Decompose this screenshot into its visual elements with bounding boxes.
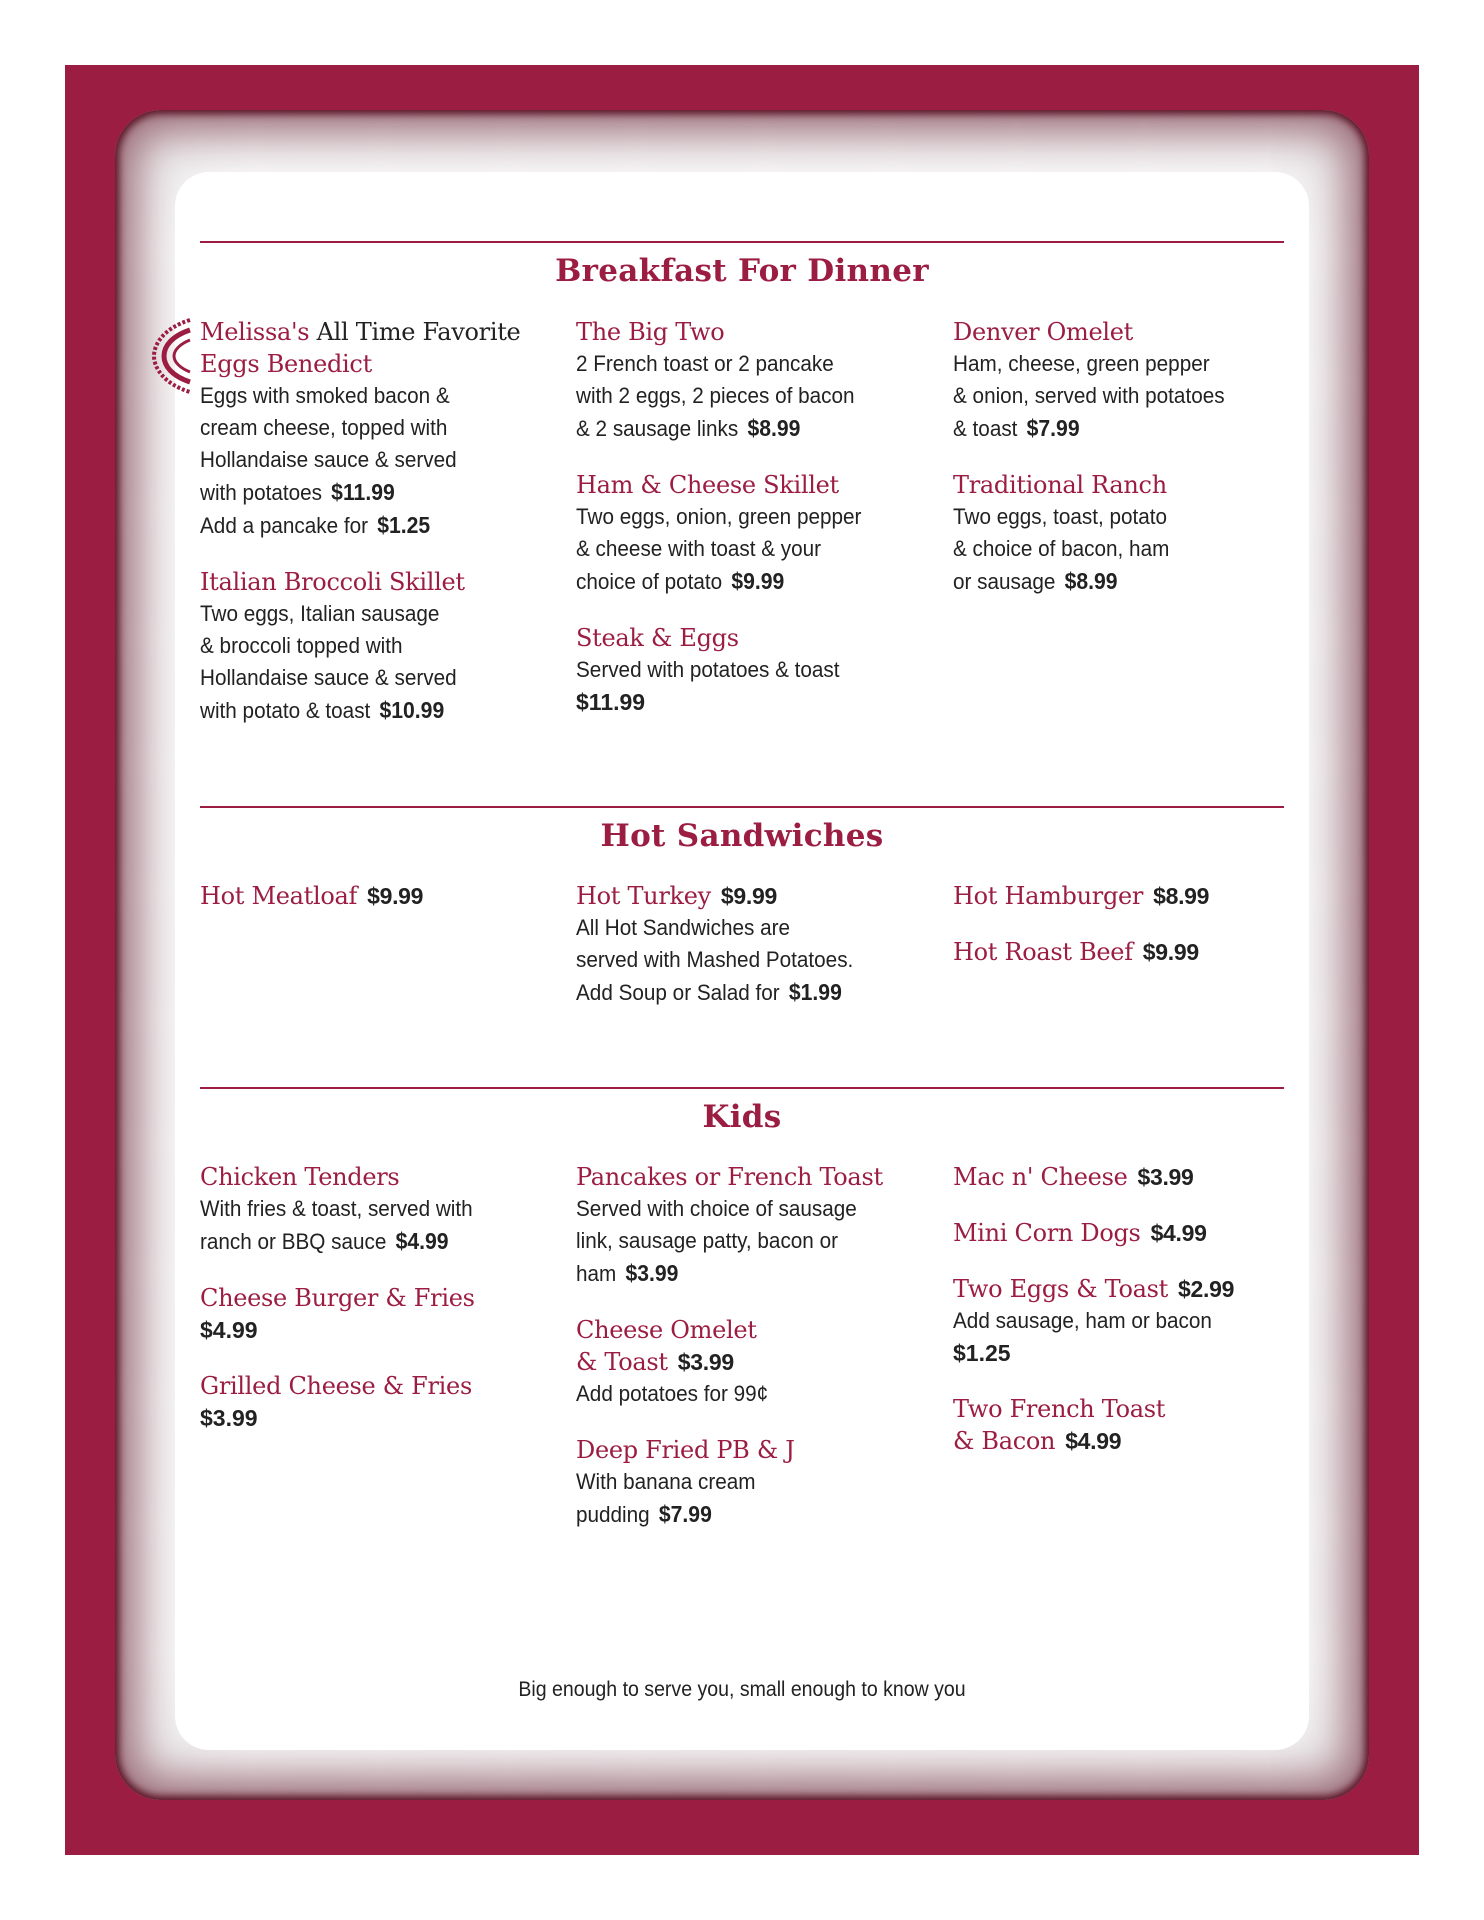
item-price: $4.99	[200, 1317, 258, 1343]
item-desc: With fries & toast, served with	[200, 1196, 473, 1221]
item-desc: & toast	[953, 416, 1018, 441]
item-name: Hot Turkey	[576, 882, 711, 910]
item-name: Hot Hamburger	[953, 882, 1144, 910]
item-name: Denver Omelet	[953, 318, 1134, 346]
item-desc: Two eggs, toast, potato	[953, 504, 1168, 529]
item-desc: Eggs with smoked bacon &	[200, 383, 450, 408]
addon-price: $1.25	[953, 1340, 1011, 1366]
item-name: Steak & Eggs	[576, 624, 739, 652]
menu-item-chicken-tenders	[200, 1161, 545, 1258]
menu-item-two-french-toast-bacon	[953, 1393, 1298, 1457]
item-desc: Two eggs, onion, green pepper	[576, 504, 862, 529]
item-price: $11.99	[576, 689, 646, 715]
menu-item-italian-broccoli-skillet	[200, 566, 545, 727]
menu-item-mini-corn-dogs	[953, 1217, 1298, 1249]
menu-item-grilled-cheese-fries	[200, 1370, 545, 1434]
item-price: $4.99	[1150, 1220, 1207, 1246]
menu-item-hot-roast-beef	[953, 936, 1298, 968]
item-desc: ranch or BBQ sauce	[200, 1229, 387, 1254]
menu-item-steak-eggs	[576, 622, 921, 718]
item-price: $4.99	[395, 1228, 449, 1254]
item-desc: Add sausage, ham or bacon	[953, 1308, 1212, 1333]
item-price: $4.99	[1065, 1428, 1122, 1454]
menu-item-cheese-omelet-toast	[576, 1314, 921, 1410]
item-price: $11.99	[331, 479, 395, 505]
item-desc: All Hot Sandwiches are	[576, 915, 791, 940]
menu-item-deep-fried-pbj	[576, 1434, 921, 1531]
breakfast-column-1	[200, 316, 545, 751]
item-desc: & choice of bacon, ham	[953, 536, 1170, 561]
item-desc: & onion, served with potatoes	[953, 383, 1225, 408]
item-price: $7.99	[1026, 415, 1080, 441]
menu-item-hot-turkey	[576, 880, 921, 1009]
item-name: Hot Roast Beef	[953, 938, 1133, 966]
menu-item-pancakes-french-toast	[576, 1161, 921, 1290]
item-desc: & broccoli topped with	[200, 633, 403, 658]
item-desc: served with Mashed Potatoes.	[576, 947, 854, 972]
section-divider	[200, 806, 1284, 808]
item-name: Cheese Omelet	[576, 1316, 757, 1344]
item-name: Two French Toast	[953, 1395, 1166, 1423]
breakfast-column-3	[953, 316, 1298, 622]
item-desc: link, sausage patty, bacon or	[576, 1228, 838, 1253]
item-desc: Two eggs, Italian sausage	[200, 601, 440, 626]
section-title-hot-sandwiches: Hot Sandwiches	[600, 818, 884, 854]
item-price: $9.99	[1142, 939, 1199, 965]
item-price: $7.99	[658, 1501, 712, 1527]
item-name: Mini Corn Dogs	[953, 1219, 1141, 1247]
item-desc: Hollandaise sauce & served	[200, 447, 457, 472]
item-desc: with 2 eggs, 2 pieces of bacon	[576, 383, 855, 408]
item-desc: ham	[576, 1261, 617, 1286]
hot-column-3	[953, 880, 1298, 992]
item-desc: Hollandaise sauce & served	[200, 665, 457, 690]
hot-column-2	[576, 880, 921, 1033]
item-desc: With banana cream	[576, 1469, 756, 1494]
item-name: Italian Broccoli Skillet	[200, 568, 465, 596]
item-price: $8.99	[1064, 568, 1118, 594]
kids-column-3	[953, 1161, 1298, 1481]
item-name: Cheese Burger & Fries	[200, 1284, 475, 1312]
item-desc: pudding	[576, 1502, 650, 1527]
section-divider	[200, 241, 1284, 243]
item-name: Ham & Cheese Skillet	[576, 471, 839, 499]
item-desc: choice of potato	[576, 569, 723, 594]
item-name: & Toast	[576, 1348, 668, 1376]
item-desc: Add Soup or Salad for	[576, 980, 780, 1005]
section-title-kids: Kids	[702, 1099, 782, 1135]
item-name: Chicken Tenders	[200, 1163, 400, 1191]
item-price: $9.99	[720, 883, 777, 909]
item-price: $3.99	[200, 1405, 258, 1431]
item-price: $10.99	[379, 697, 445, 723]
menu-item-eggs-benedict	[200, 316, 545, 542]
menu-item-two-eggs-toast	[953, 1273, 1298, 1369]
menu-item-traditional-ranch	[953, 469, 1298, 598]
item-desc: Served with potatoes & toast	[576, 657, 840, 682]
menu-item-cheese-burger-fries	[200, 1282, 545, 1346]
item-desc: with potatoes	[200, 480, 322, 505]
item-name: Mac n' Cheese	[953, 1163, 1128, 1191]
item-desc: Served with choice of sausage	[576, 1196, 857, 1221]
hot-column-1	[200, 880, 545, 936]
item-price: $3.99	[677, 1349, 734, 1375]
addon-price: $1.25	[377, 512, 431, 538]
item-desc: with potato & toast	[200, 698, 371, 723]
item-desc: Add potatoes for 99¢	[576, 1381, 769, 1406]
menu-item-big-two	[576, 316, 921, 445]
item-name: Grilled Cheese & Fries	[200, 1372, 472, 1400]
kids-column-1	[200, 1161, 545, 1458]
item-price: $3.99	[1137, 1164, 1194, 1190]
item-name: Deep Fried PB & J	[576, 1436, 795, 1464]
item-price: $3.99	[625, 1260, 679, 1286]
item-desc: or sausage	[953, 569, 1056, 594]
featured-suffix: All Time Favorite	[316, 318, 521, 346]
item-name: Hot Meatloaf	[200, 882, 358, 910]
item-name: Two Eggs & Toast	[953, 1275, 1169, 1303]
breakfast-column-2	[576, 316, 921, 742]
menu-item-mac-n-cheese	[953, 1161, 1298, 1193]
item-name: Eggs Benedict	[200, 350, 372, 378]
favorite-seal-icon	[152, 318, 192, 394]
footer-tagline: Big enough to serve you, small enough to know you	[518, 1678, 966, 1701]
item-desc: & 2 sausage links	[576, 416, 739, 441]
item-desc: 2 French toast or 2 pancake	[576, 351, 834, 376]
item-price: $8.99	[1153, 883, 1210, 909]
item-price: $8.99	[747, 415, 801, 441]
item-name: & Bacon	[953, 1427, 1056, 1455]
item-price: $9.99	[367, 883, 424, 909]
section-title-breakfast: Breakfast For Dinner	[555, 253, 929, 289]
addon-text: Add a pancake for	[200, 513, 369, 538]
addon-price: $1.99	[788, 979, 842, 1005]
kids-column-2	[576, 1161, 921, 1555]
item-desc: cream cheese, topped with	[200, 415, 448, 440]
item-name: Traditional Ranch	[953, 471, 1167, 499]
menu-item-ham-cheese-skillet	[576, 469, 921, 598]
section-divider	[200, 1087, 1284, 1089]
menu-item-denver-omelet	[953, 316, 1298, 445]
menu-item-hot-meatloaf	[200, 880, 545, 912]
menu-item-hot-hamburger	[953, 880, 1298, 912]
item-price: $2.99	[1178, 1276, 1235, 1302]
item-desc: & cheese with toast & your	[576, 536, 822, 561]
item-name: Pancakes or French Toast	[576, 1163, 883, 1191]
item-price: $9.99	[731, 568, 785, 594]
item-name: The Big Two	[576, 318, 725, 346]
item-desc: Ham, cheese, green pepper	[953, 351, 1210, 376]
featured-prefix: Melissa's	[200, 318, 310, 346]
